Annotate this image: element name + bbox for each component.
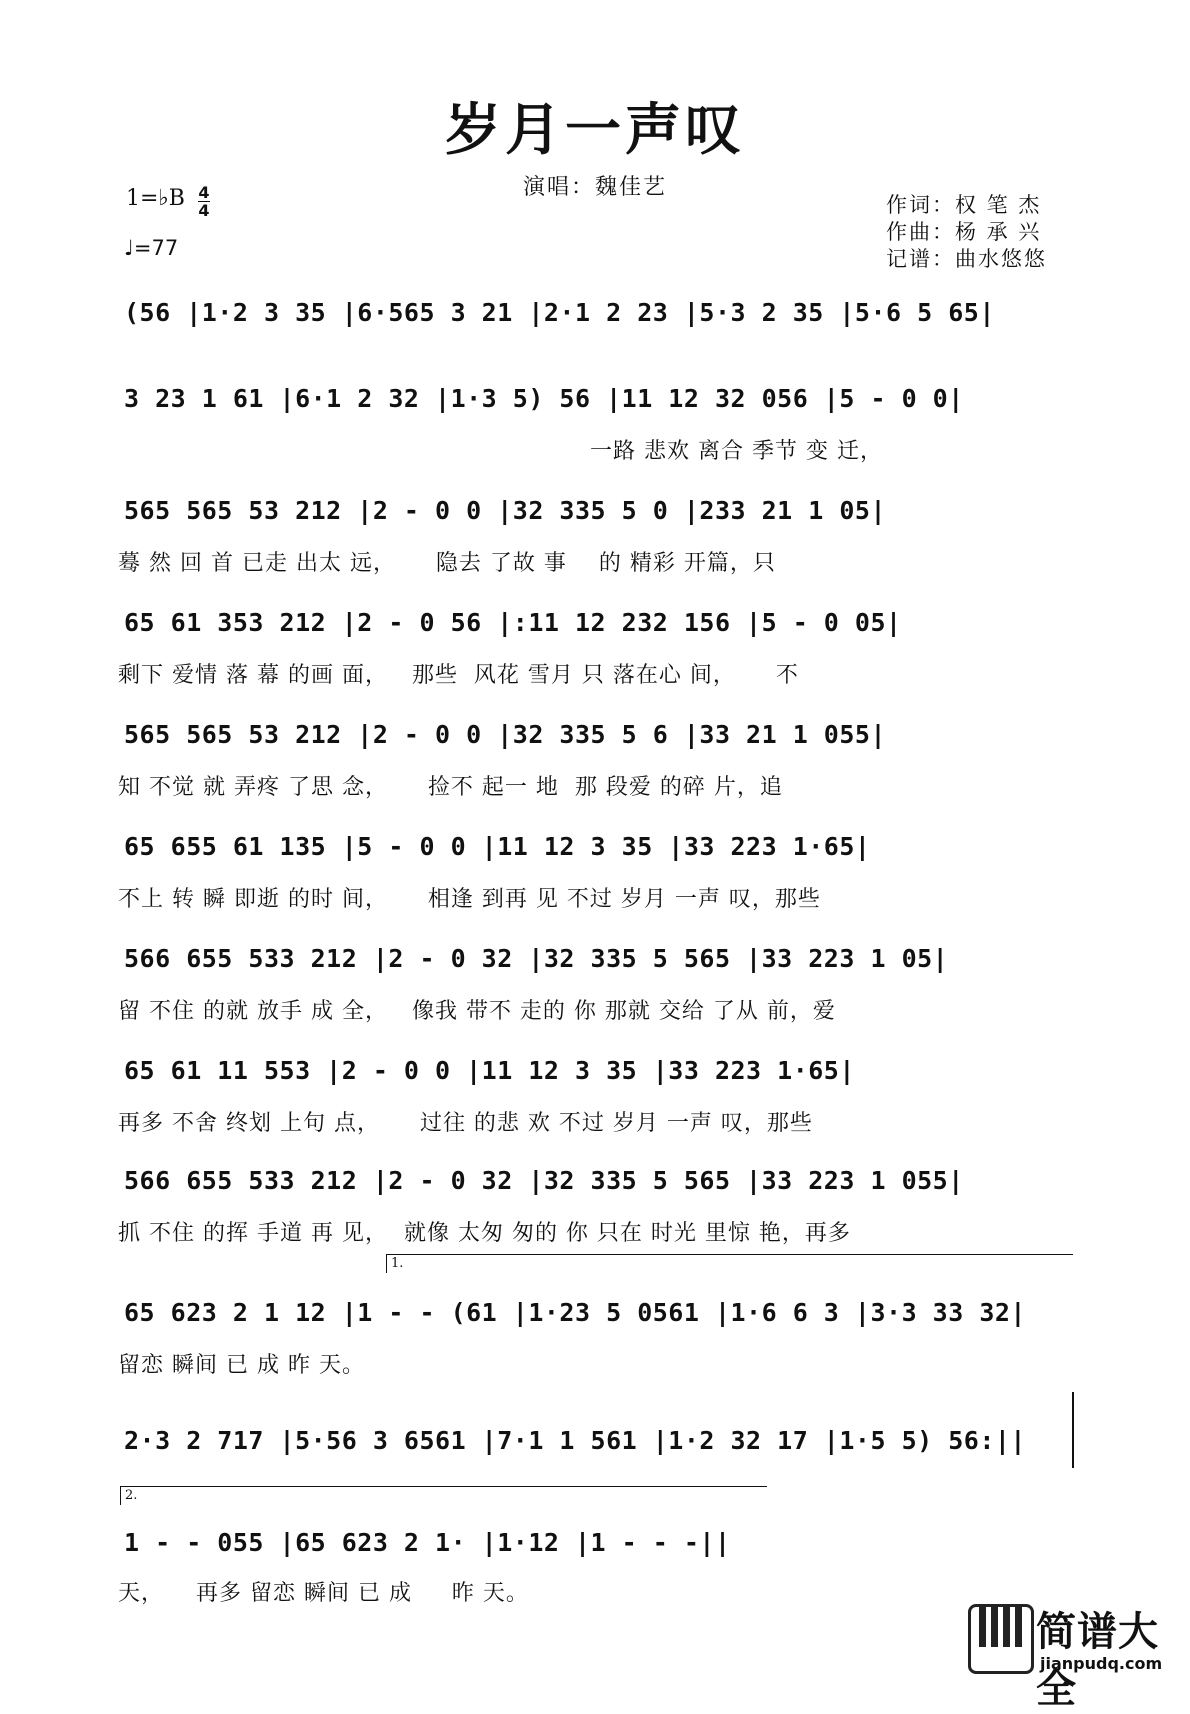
time-signature-bottom: 4	[198, 201, 210, 220]
notation-row-12: 1 - - 055 |65 623 2 1· |1·12 |1 - - -||	[124, 1528, 731, 1557]
notation-row-9: 566 655 533 212 |2 - 0 32 |32 335 5 565 |33 223 1 055|	[124, 1166, 964, 1195]
lyrics-row-4: 剩下 爱情 落 幕 的画 面， 那些 风花 雪月 只 落在心 间， 不	[118, 663, 799, 688]
composer-credit: 作曲：杨 承 兴	[886, 220, 1042, 244]
time-signature	[198, 184, 210, 219]
notation-row-4: 65 61 353 212 |2 - 0 56 |:11 12 232 156 |5 - 0 05|	[124, 608, 902, 637]
lyrics-row-3: 蓦 然 回 首 已走 出太 远， 隐去 了故 事 的 精彩 开篇，只	[118, 551, 776, 576]
site-logo	[968, 1600, 1188, 1712]
notation-row-7: 566 655 533 212 |2 - 0 32 |32 335 5 565 |33 223 1 05|	[124, 944, 949, 973]
lyrics-row-7: 留 不住 的就 放手 成 全， 像我 带不 走的 你 那就 交给 了从 前，爱	[118, 999, 836, 1024]
notation-row-3: 565 565 53 212 |2 - 0 0 |32 335 5 0 |233 21 1 05|	[124, 496, 887, 525]
lyrics-row-8: 再多 不舍 终划 上句 点， 过往 的悲 欢 不过 岁月 一声 叹，那些	[118, 1111, 813, 1136]
first-ending-label: 1.	[391, 1256, 404, 1271]
system-right-barline	[1072, 1392, 1074, 1468]
lyrics-row-2: 一路 悲欢 离合 季节 变 迁，	[590, 439, 883, 464]
first-ending-bracket	[386, 1254, 1073, 1273]
lyrics-row-6: 不上 转 瞬 即逝 的时 间， 相逢 到再 见 不过 岁月 一声 叹，那些	[118, 887, 821, 912]
lyrics-row-10: 留恋 瞬间 已 成 昨 天。	[118, 1353, 365, 1378]
logo-brand-text: 简谱大全	[1036, 1609, 1159, 1712]
lyrics-row-12: 天， 再多 留恋 瞬间 已 成 昨 天。	[118, 1581, 529, 1606]
second-ending-label: 2.	[125, 1488, 138, 1503]
notation-row-11: 2·3 2 717 |5·56 3 6561 |7·1 1 561 |1·2 32 17 |1·5 5) 56:||	[124, 1426, 1026, 1455]
song-title: 岁月一声叹	[445, 97, 745, 163]
piano-icon	[968, 1604, 1034, 1674]
credits-block	[886, 192, 1047, 273]
lyrics-row-9: 抓 不住 的挥 手道 再 见， 就像 太匆 匆的 你 只在 时光 里惊 艳，再多	[118, 1221, 851, 1246]
second-ending-bracket	[120, 1486, 767, 1505]
tempo-marking: ♩=77	[124, 236, 179, 260]
notation-row-1: (56 |1·2 3 35 |6·565 3 21 |2·1 2 23 |5·3 2 35 |5·6 5 65|	[124, 298, 995, 327]
lyricist-credit: 作词：权 笔 杰	[886, 193, 1042, 217]
notation-row-2: 3 23 1 61 |6·1 2 32 |1·3 5) 56 |11 12 32 056 |5 - 0 0|	[124, 384, 964, 413]
notation-row-5: 565 565 53 212 |2 - 0 0 |32 335 5 6 |33 21 1 055|	[124, 720, 887, 749]
singer-credit: 演唱：魏佳艺	[522, 175, 667, 200]
lyrics-row-5: 知 不觉 就 弄疼 了思 念， 捡不 起一 地 那 段爱 的碎 片，追	[118, 775, 783, 800]
key-signature: 1=♭B	[126, 186, 185, 211]
time-signature-top: 4	[198, 183, 210, 202]
notation-row-10: 65 623 2 1 12 |1 - - (61 |1·23 5 0561 |1·6 6 3 |3·3 33 32|	[124, 1298, 1026, 1327]
transcriber-credit: 记谱：曲水悠悠	[886, 247, 1047, 271]
notation-row-6: 65 655 61 135 |5 - 0 0 |11 12 3 35 |33 223 1·65|	[124, 832, 871, 861]
logo-url-text: jianpudq.com	[1040, 1654, 1163, 1673]
notation-row-8: 65 61 11 553 |2 - 0 0 |11 12 3 35 |33 223 1·65|	[124, 1056, 855, 1085]
